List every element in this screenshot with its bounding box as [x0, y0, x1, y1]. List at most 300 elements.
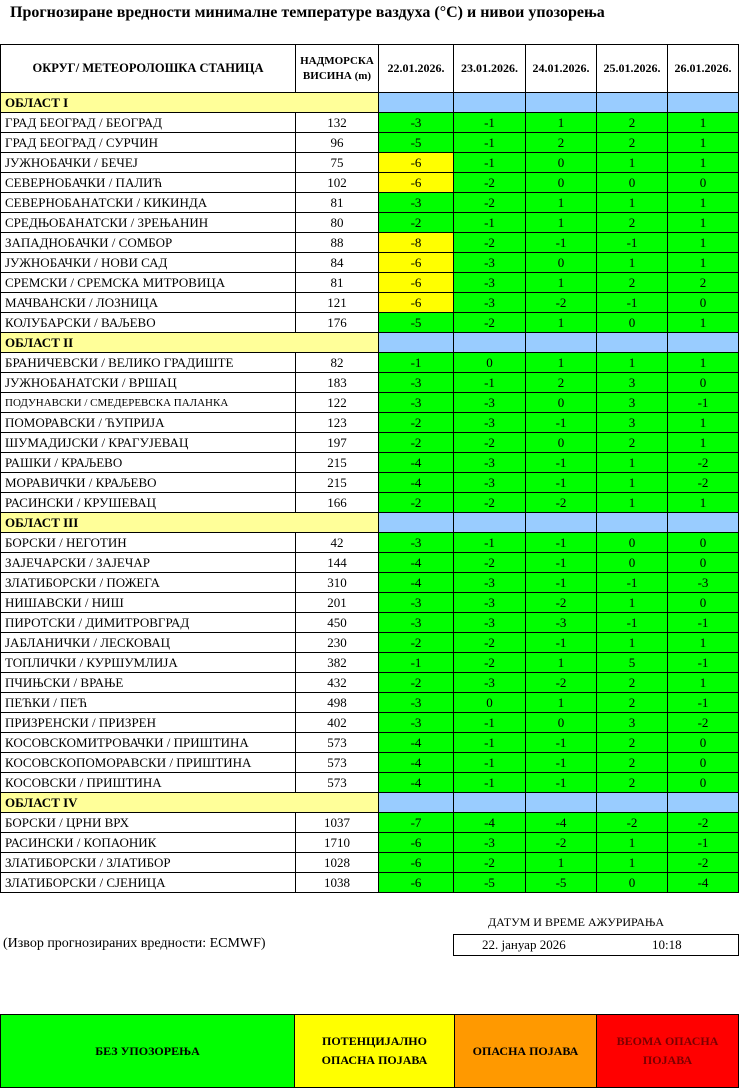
elevation-cell: 1037	[296, 813, 379, 833]
temperature-cell: 2	[597, 753, 668, 773]
region-filler-cell	[379, 93, 454, 113]
elevation-cell: 230	[296, 633, 379, 653]
region-filler-cell	[454, 93, 526, 113]
region-filler-cell	[379, 333, 454, 353]
temperature-cell: 0	[526, 393, 597, 413]
elevation-cell: 81	[296, 193, 379, 213]
temperature-cell: -3	[526, 613, 597, 633]
table-row	[1, 213, 739, 233]
station-name: ЈУЖНОБАЧКИ / БЕЧЕЈ	[1, 153, 296, 173]
temperature-cell: 1	[526, 693, 597, 713]
temperature-cell: 2	[526, 133, 597, 153]
temperature-cell: 0	[597, 173, 668, 193]
temperature-cell: -1	[526, 413, 597, 433]
temperature-cell: -4	[379, 733, 454, 753]
temperature-cell: -3	[454, 833, 526, 853]
temperature-cell: -6	[379, 173, 454, 193]
station-name: СРЕМСКИ / СРЕМСКА МИТРОВИЦА	[1, 273, 296, 293]
temperature-cell: 1	[668, 253, 739, 273]
station-name: СРЕДЊОБАНАТСКИ / ЗРЕЊАНИН	[1, 213, 296, 233]
temperature-cell: -6	[379, 253, 454, 273]
update-label: ДАТУМ И ВРЕМЕ АЖУРИРАЊА	[488, 915, 664, 929]
temperature-cell: -2	[454, 653, 526, 673]
table-row	[1, 253, 739, 273]
temperature-cell: 1	[668, 633, 739, 653]
temperature-cell: -1	[668, 613, 739, 633]
region-filler-cell	[379, 793, 454, 813]
temperature-cell: 0	[526, 153, 597, 173]
temperature-cell: 1	[526, 313, 597, 333]
temperature-cell: 0	[668, 173, 739, 193]
date-column-header: 22.01.2026.	[379, 45, 454, 93]
temperature-cell: 1	[668, 413, 739, 433]
temperature-cell: -3	[379, 693, 454, 713]
region-header-row	[1, 93, 739, 113]
region-header-row	[1, 333, 739, 353]
temperature-cell: 0	[597, 533, 668, 553]
station-name: МОРАВИЧКИ / КРАЉЕВО	[1, 473, 296, 493]
temperature-cell: -6	[379, 873, 454, 893]
table-row	[1, 453, 739, 473]
elevation-cell: 82	[296, 353, 379, 373]
temperature-cell: 0	[597, 873, 668, 893]
temperature-cell: 1	[668, 353, 739, 373]
temperature-cell: -2	[668, 813, 739, 833]
region-filler-cell	[526, 793, 597, 813]
temperature-cell: -4	[454, 813, 526, 833]
date-column-header: 26.01.2026.	[668, 45, 739, 93]
elevation-cell: 81	[296, 273, 379, 293]
region-filler-cell	[597, 793, 668, 813]
temperature-cell: -2	[526, 593, 597, 613]
temperature-cell: 1	[597, 593, 668, 613]
elevation-cell: 215	[296, 473, 379, 493]
station-name: КОСОВСКИ / ПРИШТИНА	[1, 773, 296, 793]
table-row	[1, 113, 739, 133]
station-name: ЗАЈЕЧАРСКИ / ЗАЈЕЧАР	[1, 553, 296, 573]
region-filler-cell	[597, 513, 668, 533]
date-column-header: 25.01.2026.	[597, 45, 668, 93]
region-filler-cell	[454, 333, 526, 353]
temperature-cell: -1	[526, 573, 597, 593]
region-name: ОБЛАСТ II	[1, 333, 379, 353]
table-row	[1, 753, 739, 773]
temperature-cell: 1	[526, 353, 597, 373]
temperature-cell: -3	[454, 673, 526, 693]
table-row	[1, 373, 739, 393]
table-row	[1, 553, 739, 573]
elevation-column-header: НАДМОРСКА ВИСИНА (m)	[296, 45, 379, 93]
temperature-cell: 2	[597, 433, 668, 453]
table-row	[1, 593, 739, 613]
region-header-row	[1, 513, 739, 533]
temperature-cell: 0	[454, 353, 526, 373]
region-name: ОБЛАСТ IV	[1, 793, 379, 813]
elevation-cell: 42	[296, 533, 379, 553]
temperature-cell: 1	[668, 153, 739, 173]
temperature-cell: 2	[597, 693, 668, 713]
temperature-cell: -6	[379, 833, 454, 853]
station-name: БРАНИЧЕВСКИ / ВЕЛИКО ГРАДИШТЕ	[1, 353, 296, 373]
temperature-cell: 1	[668, 433, 739, 453]
elevation-cell: 132	[296, 113, 379, 133]
temperature-cell: -2	[454, 173, 526, 193]
temperature-cell: 0	[668, 533, 739, 553]
station-name: НИШАВСКИ / НИШ	[1, 593, 296, 613]
elevation-cell: 166	[296, 493, 379, 513]
elevation-cell: 75	[296, 153, 379, 173]
temperature-cell: 3	[597, 413, 668, 433]
temperature-cell: -1	[526, 473, 597, 493]
temperature-cell: 2	[597, 113, 668, 133]
temperature-cell: 3	[597, 373, 668, 393]
elevation-cell: 102	[296, 173, 379, 193]
station-name: СЕВЕРНОБАЧКИ / ПАЛИЋ	[1, 173, 296, 193]
temperature-cell: -3	[454, 413, 526, 433]
legend-dangerous: ОПАСНА ПОЈАВА	[455, 1015, 597, 1088]
temperature-cell: 1	[668, 113, 739, 133]
station-name: ТОПЛИЧКИ / КУРШУМЛИЈА	[1, 653, 296, 673]
temperature-cell: -1	[379, 653, 454, 673]
region-filler-cell	[597, 93, 668, 113]
temperature-cell: -2	[379, 633, 454, 653]
table-row	[1, 693, 739, 713]
temperature-cell: -3	[454, 573, 526, 593]
temperature-cell: -3	[379, 393, 454, 413]
temperature-cell: 1	[597, 353, 668, 373]
station-name: ЗАПАДНОБАЧКИ / СОМБОР	[1, 233, 296, 253]
table-row	[1, 493, 739, 513]
temperature-cell: -2	[526, 833, 597, 853]
temperature-cell: 2	[526, 373, 597, 393]
temperature-cell: 1	[597, 453, 668, 473]
elevation-cell: 88	[296, 233, 379, 253]
temperature-cell: -1	[454, 533, 526, 553]
temperature-cell: -2	[454, 233, 526, 253]
region-filler-cell	[526, 333, 597, 353]
elevation-cell: 122	[296, 393, 379, 413]
temperature-cell: -3	[454, 253, 526, 273]
temperature-cell: -1	[454, 133, 526, 153]
elevation-cell: 121	[296, 293, 379, 313]
temperature-cell: -1	[526, 633, 597, 653]
temperature-cell: 1	[668, 313, 739, 333]
temperature-cell: 1	[526, 273, 597, 293]
legend-no-warning: БЕЗ УПОЗОРЕЊА	[1, 1015, 295, 1088]
region-filler-cell	[668, 93, 739, 113]
temperature-cell: -1	[454, 153, 526, 173]
temperature-cell: -2	[668, 453, 739, 473]
temperature-cell: -4	[379, 453, 454, 473]
table-row	[1, 313, 739, 333]
temperature-cell: 2	[597, 273, 668, 293]
temperature-cell: -1	[454, 113, 526, 133]
temperature-cell: 1	[668, 193, 739, 213]
temperature-cell: 0	[668, 753, 739, 773]
temperature-cell: -1	[668, 833, 739, 853]
elevation-cell: 432	[296, 673, 379, 693]
temperature-cell: 0	[668, 593, 739, 613]
region-filler-cell	[526, 93, 597, 113]
update-date: 22. јануар 2026	[482, 937, 566, 952]
temperature-cell: -1	[597, 573, 668, 593]
temperature-cell: 1	[668, 673, 739, 693]
temperature-cell: -3	[454, 593, 526, 613]
temperature-cell: 2	[597, 733, 668, 753]
table-row	[1, 293, 739, 313]
station-name: ПИРОТСКИ / ДИМИТРОВГРАД	[1, 613, 296, 633]
station-name: РАСИНСКИ / КРУШЕВАЦ	[1, 493, 296, 513]
temperature-cell: 2	[668, 273, 739, 293]
temperature-cell: 2	[597, 133, 668, 153]
table-row	[1, 133, 739, 153]
temperature-cell: -1	[454, 753, 526, 773]
temperature-cell: -2	[379, 493, 454, 513]
warning-legend	[0, 1014, 739, 1088]
temperature-cell: -5	[379, 133, 454, 153]
elevation-cell: 1028	[296, 853, 379, 873]
temperature-cell: -1	[454, 713, 526, 733]
table-row	[1, 873, 739, 893]
table-row	[1, 533, 739, 553]
station-name: ЈУЖНОБАНАТСКИ / ВРШАЦ	[1, 373, 296, 393]
temperature-cell: -7	[379, 813, 454, 833]
elevation-cell: 1710	[296, 833, 379, 853]
temperature-cell: -3	[379, 373, 454, 393]
page-title: Прогнозиране вредности минималне температуре ваздуха (°C) и нивои упозорења	[10, 4, 605, 21]
temperature-cell: -2	[454, 193, 526, 213]
station-name: ШУМАДИЈСКИ / КРАГУЈЕВАЦ	[1, 433, 296, 453]
region-filler-cell	[668, 333, 739, 353]
temperature-cell: 2	[597, 213, 668, 233]
region-filler-cell	[454, 513, 526, 533]
elevation-cell: 201	[296, 593, 379, 613]
temperature-cell: -2	[379, 673, 454, 693]
station-name: КОСОВСКОМИТРОВАЧКИ / ПРИШТИНА	[1, 733, 296, 753]
temperature-cell: -1	[597, 233, 668, 253]
station-name: СЕВЕРНОБАНАТСКИ / КИКИНДА	[1, 193, 296, 213]
temperature-cell: 2	[597, 673, 668, 693]
temperature-cell: -2	[668, 473, 739, 493]
station-name: ЗЛАТИБОРСКИ / СЈЕНИЦА	[1, 873, 296, 893]
temperature-cell: 1	[526, 853, 597, 873]
temperature-cell: -3	[454, 293, 526, 313]
temperature-cell: -3	[379, 193, 454, 213]
temperature-cell: 0	[668, 733, 739, 753]
temperature-cell: -1	[597, 613, 668, 633]
temperature-cell: -2	[668, 853, 739, 873]
temperature-cell: 1	[526, 113, 597, 133]
elevation-cell: 80	[296, 213, 379, 233]
elevation-cell: 573	[296, 773, 379, 793]
table-row	[1, 393, 739, 413]
temperature-cell: 0	[526, 713, 597, 733]
table-row	[1, 673, 739, 693]
temperature-cell: 0	[526, 433, 597, 453]
temperature-cell: -3	[668, 573, 739, 593]
temperature-cell: -2	[454, 433, 526, 453]
temperature-cell: -1	[526, 533, 597, 553]
temperature-cell: -4	[379, 573, 454, 593]
source-note: (Извор прогнозираних вредности: ECMWF)	[3, 936, 266, 951]
temperature-cell: 1	[668, 133, 739, 153]
temperature-cell: -2	[526, 493, 597, 513]
elevation-cell: 573	[296, 733, 379, 753]
temperature-cell: -1	[379, 353, 454, 373]
table-row	[1, 853, 739, 873]
legend-very-dangerous: ВЕОМА ОПАСНА ПОЈАВА	[597, 1015, 739, 1088]
temperature-cell: -2	[668, 713, 739, 733]
temperature-cell: -3	[379, 713, 454, 733]
station-name: ЗЛАТИБОРСКИ / ЗЛАТИБОР	[1, 853, 296, 873]
elevation-cell: 1038	[296, 873, 379, 893]
table-row	[1, 353, 739, 373]
elevation-cell: 96	[296, 133, 379, 153]
region-header-row	[1, 793, 739, 813]
temperature-cell: -4	[668, 873, 739, 893]
temperature-cell: 1	[668, 213, 739, 233]
station-name: РАСИНСКИ / КОПАОНИК	[1, 833, 296, 853]
table-row	[1, 473, 739, 493]
elevation-cell: 183	[296, 373, 379, 393]
temperature-cell: 1	[597, 193, 668, 213]
temperature-cell: -1	[668, 693, 739, 713]
table-row	[1, 153, 739, 173]
temperature-cell: -3	[454, 473, 526, 493]
temperature-cell: -2	[526, 293, 597, 313]
temperature-cell: -2	[379, 213, 454, 233]
table-row	[1, 733, 739, 753]
temperature-cell: -4	[379, 753, 454, 773]
table-row	[1, 273, 739, 293]
temperature-cell: -1	[526, 453, 597, 473]
date-column-header: 24.01.2026.	[526, 45, 597, 93]
update-time: 10:18	[652, 937, 682, 952]
region-name: ОБЛАСТ I	[1, 93, 379, 113]
region-filler-cell	[526, 513, 597, 533]
table-header-row	[1, 45, 739, 93]
temperature-cell: -5	[454, 873, 526, 893]
temperature-cell: -2	[454, 313, 526, 333]
region-filler-cell	[668, 793, 739, 813]
temperature-cell: -6	[379, 293, 454, 313]
temperature-cell: 1	[597, 253, 668, 273]
elevation-cell: 402	[296, 713, 379, 733]
table-row	[1, 633, 739, 653]
temperature-cell: -1	[454, 213, 526, 233]
table-row	[1, 173, 739, 193]
temperature-cell: 0	[597, 553, 668, 573]
region-filler-cell	[668, 513, 739, 533]
table-row	[1, 833, 739, 853]
temperature-cell: -3	[379, 593, 454, 613]
temperature-cell: 3	[597, 713, 668, 733]
elevation-cell: 215	[296, 453, 379, 473]
date-column-header: 23.01.2026.	[454, 45, 526, 93]
elevation-cell: 498	[296, 693, 379, 713]
temperature-cell: -1	[526, 733, 597, 753]
temperature-cell: -3	[454, 453, 526, 473]
table-row	[1, 433, 739, 453]
elevation-cell: 310	[296, 573, 379, 593]
temperature-cell: 2	[597, 773, 668, 793]
table-row	[1, 193, 739, 213]
temperature-cell: 1	[668, 233, 739, 253]
elevation-cell: 84	[296, 253, 379, 273]
region-filler-cell	[454, 793, 526, 813]
temperature-cell: -3	[379, 113, 454, 133]
temperature-cell: 0	[668, 293, 739, 313]
temperature-cell: -1	[668, 653, 739, 673]
temperature-cell: -2	[379, 413, 454, 433]
table-row	[1, 773, 739, 793]
station-name: ГРАД БЕОГРАД / БЕОГРАД	[1, 113, 296, 133]
table-row	[1, 613, 739, 633]
station-name: БОРСКИ / ЦРНИ ВРХ	[1, 813, 296, 833]
table-row	[1, 813, 739, 833]
station-name: РАШКИ / КРАЉЕВО	[1, 453, 296, 473]
temperature-cell: -1	[454, 733, 526, 753]
temperature-cell: -2	[454, 633, 526, 653]
temperature-cell: 1	[526, 213, 597, 233]
temperature-cell: -3	[454, 613, 526, 633]
temperature-cell: -4	[379, 473, 454, 493]
temperature-cell: -1	[454, 773, 526, 793]
table-row	[1, 413, 739, 433]
temperature-cell: 1	[597, 853, 668, 873]
temperature-cell: 0	[668, 773, 739, 793]
temperature-cell: -4	[526, 813, 597, 833]
temperature-cell: -4	[379, 553, 454, 573]
update-box	[453, 934, 739, 956]
temperature-cell: -4	[379, 773, 454, 793]
temperature-cell: 1	[668, 493, 739, 513]
temperature-cell: 0	[597, 313, 668, 333]
station-name: ПРИЗРЕНСКИ / ПРИЗРЕН	[1, 713, 296, 733]
temperature-cell: 0	[668, 373, 739, 393]
station-name: ЈУЖНОБАЧКИ / НОВИ САД	[1, 253, 296, 273]
temperature-cell: -2	[379, 433, 454, 453]
table-row	[1, 573, 739, 593]
elevation-cell: 382	[296, 653, 379, 673]
temperature-cell: 0	[526, 253, 597, 273]
forecast-table	[0, 44, 739, 893]
temperature-cell: -5	[379, 313, 454, 333]
table-row	[1, 653, 739, 673]
temperature-cell: -5	[526, 873, 597, 893]
temperature-cell: 1	[597, 633, 668, 653]
temperature-cell: -2	[454, 553, 526, 573]
station-name: КОЛУБАРСКИ / ВАЉЕВО	[1, 313, 296, 333]
temperature-cell: -1	[526, 753, 597, 773]
temperature-cell: -1	[526, 233, 597, 253]
temperature-cell: -1	[526, 773, 597, 793]
temperature-cell: 0	[668, 553, 739, 573]
temperature-cell: 1	[597, 833, 668, 853]
station-name: ЗЛАТИБОРСКИ / ПОЖЕГА	[1, 573, 296, 593]
table-row	[1, 233, 739, 253]
temperature-cell: 1	[597, 493, 668, 513]
region-filler-cell	[379, 513, 454, 533]
temperature-cell: 1	[597, 153, 668, 173]
temperature-cell: 0	[454, 693, 526, 713]
elevation-cell: 450	[296, 613, 379, 633]
elevation-cell: 197	[296, 433, 379, 453]
temperature-cell: -1	[668, 393, 739, 413]
temperature-cell: 1	[597, 473, 668, 493]
station-name: ПЕЋКИ / ПЕЋ	[1, 693, 296, 713]
elevation-cell: 573	[296, 753, 379, 773]
